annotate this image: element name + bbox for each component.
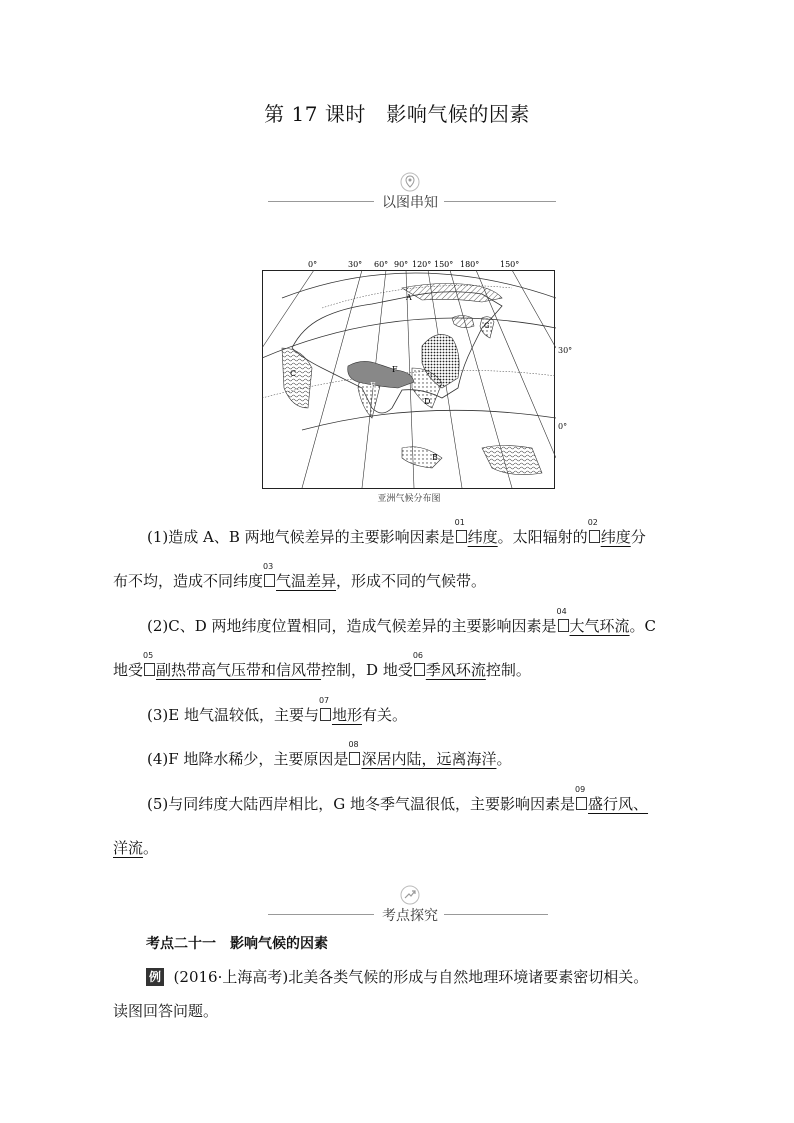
- answer-number: 03: [263, 562, 274, 571]
- answer-blank-box: [348, 740, 360, 765]
- answer-number: 05: [143, 651, 154, 660]
- example-line-1: [113, 960, 713, 994]
- question-text: 控制，D 地受: [321, 661, 413, 679]
- region-label-d: D: [424, 397, 431, 406]
- question-text: 。: [496, 750, 512, 768]
- answer-number: 08: [348, 740, 359, 749]
- question-line: [113, 648, 531, 692]
- answer-text: 盛行风、: [588, 795, 649, 813]
- map-caption: 亚洲气候分布图: [377, 494, 441, 504]
- lon-label: 60°: [374, 260, 389, 269]
- location-pin-icon: [400, 172, 420, 192]
- answer-blank-box: [412, 651, 425, 676]
- question-text: (3)E 地气温较低，主要与: [147, 706, 319, 724]
- question-line: [147, 604, 656, 648]
- example-question: [113, 960, 713, 1028]
- answer-blank-box: [454, 518, 467, 543]
- example-text-2: 读图回答问题。: [113, 1002, 219, 1020]
- question-text: 有关。: [361, 706, 407, 724]
- answer-blank-box: [587, 518, 600, 543]
- answer-text: 副热带高气压带和信风带: [156, 661, 322, 679]
- answer-blank-box: [556, 607, 569, 632]
- section-label: 以图串知: [382, 195, 438, 211]
- question-text: 。太阳辐射的: [497, 528, 588, 546]
- answer-text: 纬度: [600, 528, 631, 546]
- answer-number: 02: [587, 518, 598, 527]
- question-text: 布不均，造成不同纬度: [113, 572, 264, 590]
- section-header-kaodian: [0, 885, 794, 925]
- question-text: 。C: [629, 617, 657, 635]
- question-line: [147, 737, 511, 781]
- section-label: 考点探究: [382, 908, 438, 924]
- region-label-e: E: [370, 381, 376, 390]
- lat-label-0: 0°: [558, 422, 568, 431]
- question-text: (5)与同纬度大陆西岸相比，G 地冬季气温很低，主要影响因素是: [147, 795, 576, 813]
- question-line: [147, 693, 407, 737]
- question-text: ，形成不同的气候带。: [336, 572, 487, 590]
- answer-blank-box: [318, 696, 331, 721]
- answer-text: 气温差异: [276, 572, 337, 590]
- question-line: [113, 559, 486, 603]
- question-line: [113, 826, 158, 870]
- question-text: 控制。: [485, 661, 531, 679]
- region-label-f: F: [392, 365, 398, 374]
- question-text: 地受: [113, 661, 144, 679]
- answer-number: 06: [412, 651, 424, 660]
- region-label-g: G: [484, 322, 490, 330]
- lon-label: 90°: [394, 260, 409, 269]
- example-badge: 例: [146, 968, 164, 986]
- asia-climate-map: [262, 258, 573, 510]
- question-text: (4)F 地降水稀少，主要原因是: [147, 750, 349, 768]
- trend-icon: [400, 885, 420, 905]
- answer-text: 地形: [331, 706, 362, 724]
- page-title: 第 17 课时 影响气候的因素: [264, 102, 530, 126]
- answer-blank-box: [263, 562, 275, 587]
- kaodian-heading: 考点二十一 影响气候的因素: [146, 936, 328, 952]
- answer-number: 09: [575, 785, 586, 794]
- map-figure: [262, 258, 556, 490]
- question-line: [147, 782, 648, 826]
- answer-text: 深居内陆，远离海洋: [361, 750, 497, 768]
- section-header-tu: [0, 172, 794, 212]
- example-text-1: 北美各类气候的形成与自然地理环境诸要素密切相关。: [288, 968, 649, 986]
- region-label-c: C: [290, 369, 297, 378]
- answer-number: 07: [318, 696, 330, 705]
- lon-label: 120°: [412, 260, 432, 269]
- question-text: 。: [143, 839, 159, 857]
- answer-text: 洋流: [113, 839, 144, 857]
- lon-label: 180°: [460, 260, 480, 269]
- answer-text: 大气环流: [569, 617, 630, 635]
- lon-label: 0°: [308, 260, 318, 269]
- lon-label: 150°: [434, 260, 454, 269]
- region-label-a: A: [406, 293, 412, 302]
- lon-label: 150°: [500, 260, 520, 269]
- lat-label-30: 30°: [558, 346, 573, 355]
- answer-number: 01: [454, 518, 465, 527]
- lon-label: 30°: [348, 260, 363, 269]
- example-source: (2016·上海高考): [173, 968, 289, 986]
- question-text: (2)C、D 两地纬度位置相同，造成气候差异的主要影响因素是: [147, 617, 557, 635]
- question-text: 分: [630, 528, 646, 546]
- answer-text: 纬度: [467, 528, 498, 546]
- answer-number: 04: [556, 607, 567, 616]
- answer-blank-box: [143, 651, 155, 676]
- region-label-b: B: [432, 453, 438, 462]
- question-line: [147, 515, 646, 559]
- answer-text: 季风环流: [425, 661, 486, 679]
- answer-blank-box: [575, 785, 587, 810]
- question-text: (1)造成 A、B 两地气候差异的主要影响因素是: [147, 528, 455, 546]
